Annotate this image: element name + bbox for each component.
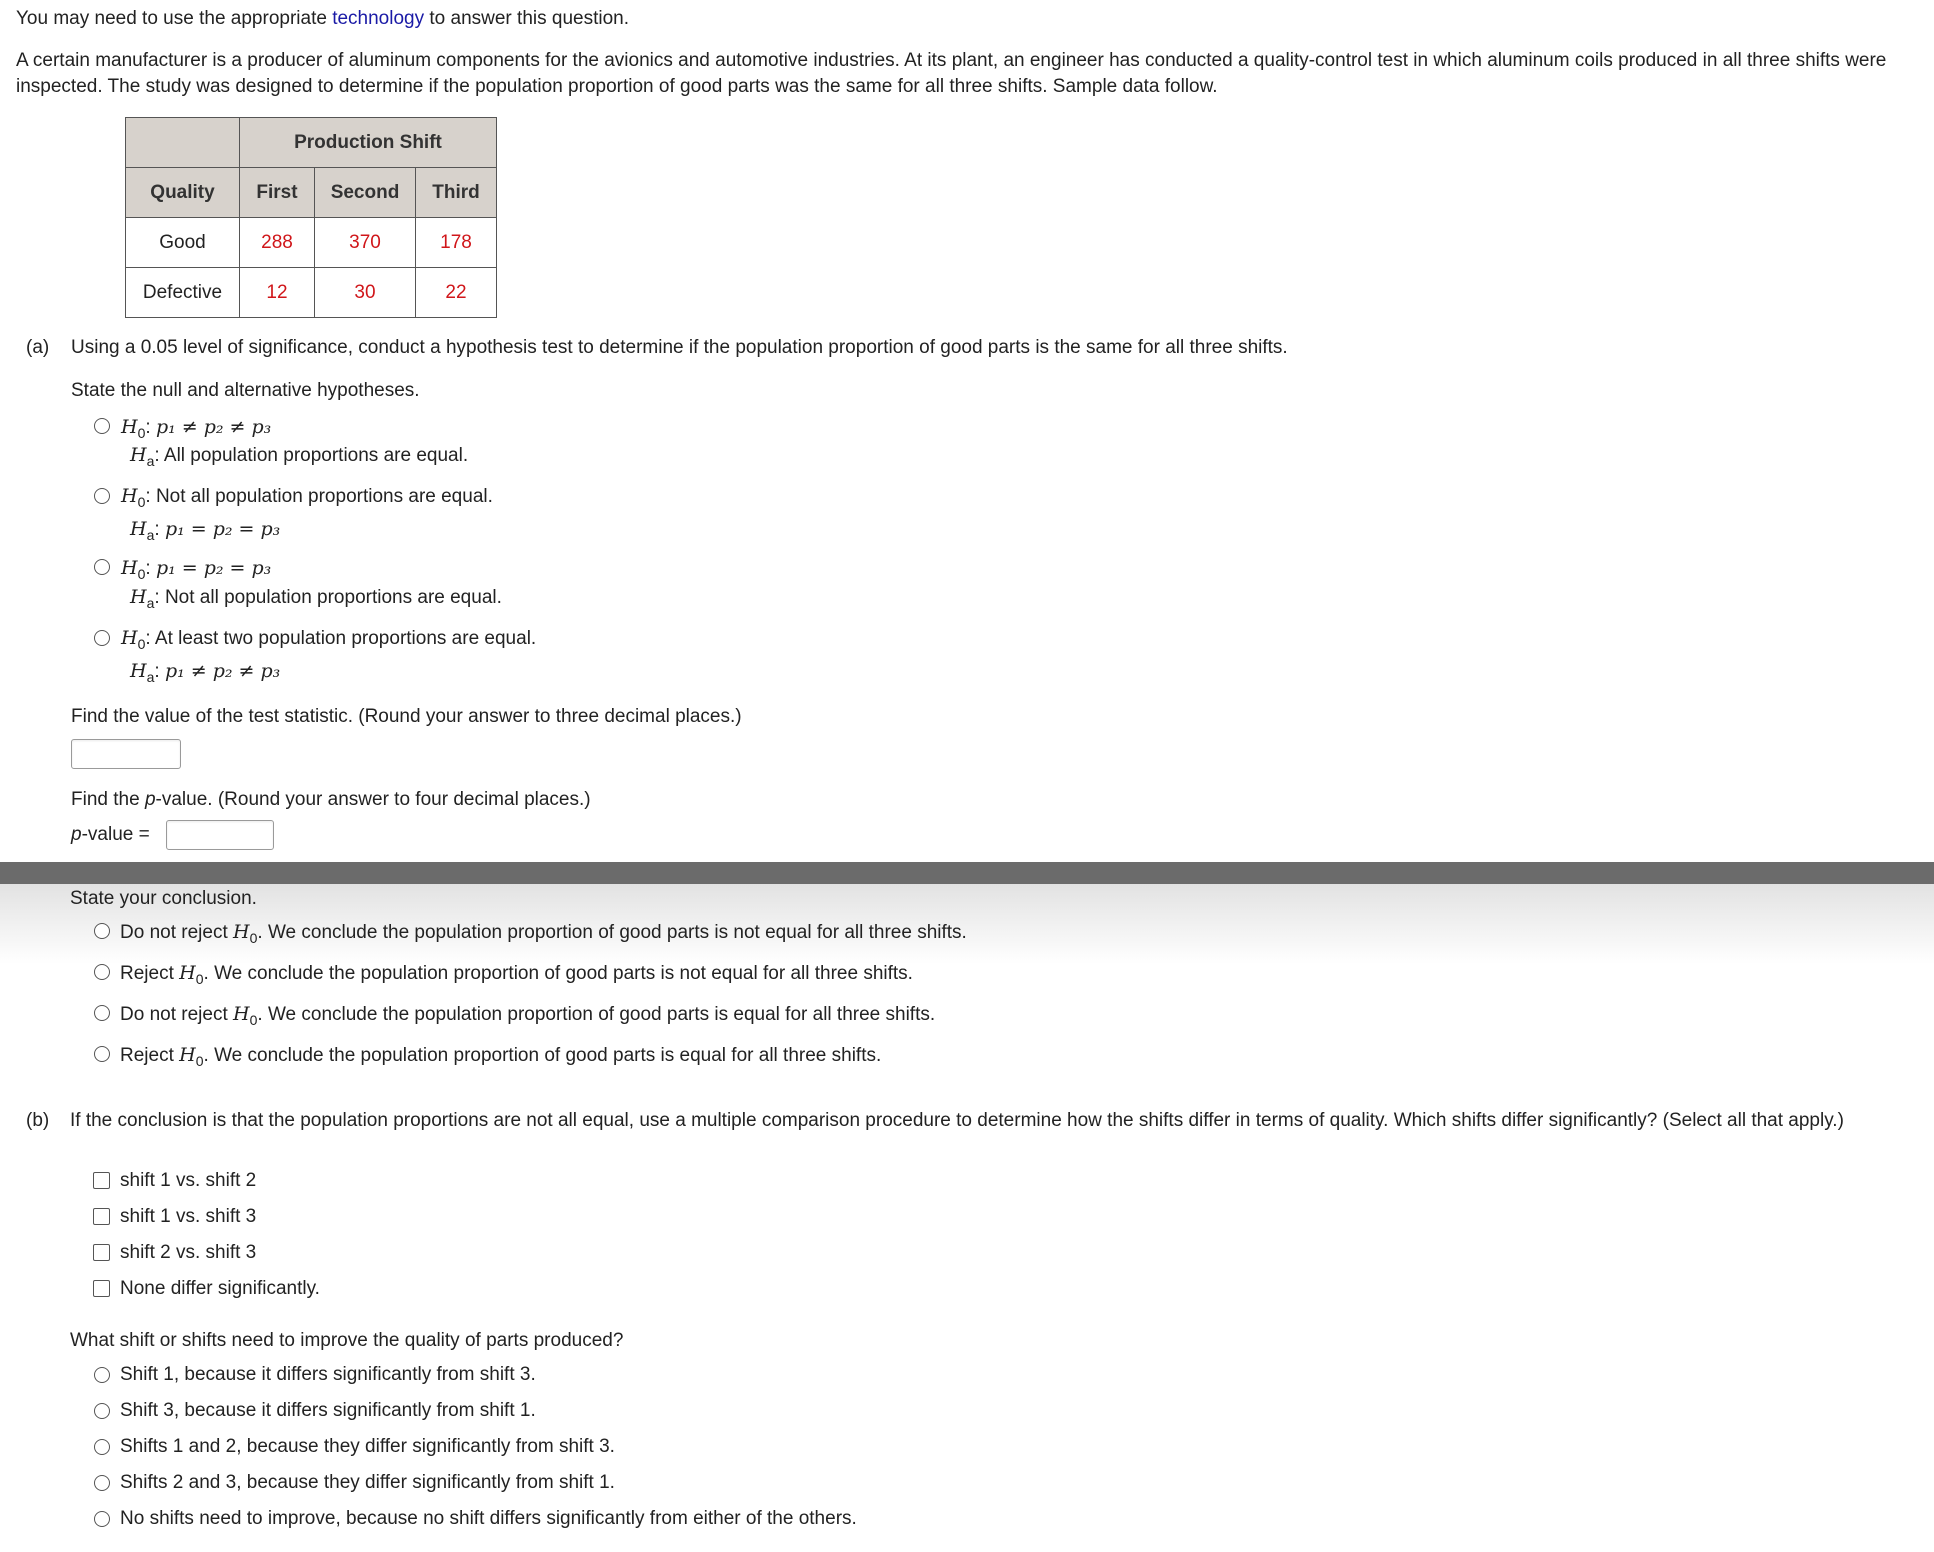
column-header: Quality: [126, 168, 240, 218]
improve-prompt: What shift or shifts need to improve the quality of parts produced?: [70, 1330, 624, 1351]
part-a-question: Using a 0.05 level of significance, conduct a hypothesis test to determine if the population proportion of good parts is the same for all three shifts.: [71, 337, 1288, 358]
checkbox-label: shift 2 vs. shift 3: [120, 1242, 257, 1263]
part-a-marker: (a): [26, 337, 50, 358]
hypothesis-option-3-ha: $H_a$: Not all population proportions are equal.: [130, 586, 502, 611]
table-cell: 288: [240, 218, 315, 268]
improve-option-label: Shifts 1 and 2, because they differ significantly from shift 3.: [120, 1436, 615, 1457]
hypothesis-option-1-radio[interactable]: [94, 418, 110, 434]
hypothesis-option-2-ha: $H_a$: p₁ = p₂ = p₃: [130, 518, 281, 543]
conclusion-option-3: Do not reject $H_0$. We conclude the population proportion of good parts is equal for all three shifts.: [120, 1003, 936, 1028]
shift-2-vs-3-checkbox[interactable]: [93, 1244, 110, 1261]
table-cell: 370: [315, 218, 416, 268]
table-cell: 178: [416, 218, 497, 268]
shift-1-vs-2-checkbox[interactable]: [93, 1172, 110, 1189]
improve-option-2-radio[interactable]: [94, 1403, 110, 1419]
pvalue-label: p-value =: [71, 824, 150, 845]
column-header: First: [240, 168, 315, 218]
test-statistic-input[interactable]: [71, 739, 181, 769]
technology-link[interactable]: technology: [332, 8, 425, 29]
test-statistic-prompt: Find the value of the test statistic. (Round your answer to three decimal places.): [71, 706, 742, 727]
conclusion-option-4: Reject $H_0$. We conclude the population proportion of good parts is equal for all three shifts.: [120, 1044, 882, 1069]
conclusion-option-2-radio[interactable]: [94, 964, 110, 980]
checkbox-label: shift 1 vs. shift 2: [120, 1170, 257, 1191]
improve-option-5-radio[interactable]: [94, 1511, 110, 1527]
hypothesis-option-1-ha: $H_a$: All population proportions are equal.: [130, 444, 469, 469]
hypothesis-option-3-h0: $H_0$: p₁ = p₂ = p₃: [121, 557, 272, 582]
hypothesis-option-1-h0: $H_0$: p₁ ≠ p₂ ≠ p₃: [121, 416, 272, 441]
row-label: Defective: [126, 268, 240, 318]
hypothesis-option-3-radio[interactable]: [94, 559, 110, 575]
conclusion-option-1: Do not reject $H_0$. We conclude the population proportion of good parts is not equal for all three shifts.: [120, 921, 967, 946]
checkbox-label: None differ significantly.: [120, 1278, 320, 1299]
hypothesis-option-4-h0: $H_0$: At least two population proportions are equal.: [121, 627, 537, 652]
pvalue-input[interactable]: [166, 820, 274, 850]
checkbox-label: shift 1 vs. shift 3: [120, 1206, 257, 1227]
column-header: Third: [416, 168, 497, 218]
improve-option-1-radio[interactable]: [94, 1367, 110, 1383]
column-header: Second: [315, 168, 416, 218]
sample-data-table: [125, 117, 497, 318]
hypothesis-option-2-radio[interactable]: [94, 488, 110, 504]
hypotheses-prompt: State the null and alternative hypotheses.: [71, 380, 420, 401]
table-cell: 12: [240, 268, 315, 318]
table-cell: 30: [315, 268, 416, 318]
intro-text: You may need to use the appropriate technology to answer this question.: [16, 8, 630, 29]
table-corner-cell: [126, 118, 240, 168]
problem-text: A certain manufacturer is a producer of aluminum components for the avionics and automotive industries. At its plant, an engineer has conducted a quality-control test in which aluminum coils produced in all three shifts were inspected. The study was designed to determine if the population proportion of good parts was the same for all three shifts. Sample data follow.: [16, 50, 1887, 97]
hypothesis-option-4-radio[interactable]: [94, 630, 110, 646]
part-b-marker: (b): [26, 1110, 50, 1131]
conclusion-prompt: State your conclusion.: [70, 888, 257, 909]
hypothesis-option-2-h0: $H_0$: Not all population proportions are equal.: [121, 485, 493, 510]
section-divider: [0, 862, 1934, 884]
conclusion-option-3-radio[interactable]: [94, 1005, 110, 1021]
improve-option-label: Shift 3, because it differs significantly from shift 1.: [120, 1400, 536, 1421]
shift-1-vs-3-checkbox[interactable]: [93, 1208, 110, 1225]
production-shift-header: Production Shift: [240, 118, 497, 168]
hypothesis-option-4-ha: $H_a$: p₁ ≠ p₂ ≠ p₃: [130, 660, 281, 685]
improve-option-4-radio[interactable]: [94, 1475, 110, 1491]
none-differ-checkbox[interactable]: [93, 1280, 110, 1297]
table-cell: 22: [416, 268, 497, 318]
pvalue-prompt: Find the p-value. (Round your answer to four decimal places.): [71, 789, 591, 810]
table-row: [126, 218, 497, 268]
part-b-question: If the conclusion is that the population proportions are not all equal, use a multiple comparison procedure to determine how the shifts differ in terms of quality. Which shifts differ significantly? (Select all that apply.): [70, 1110, 1844, 1131]
conclusion-option-1-radio[interactable]: [94, 923, 110, 939]
row-label: Good: [126, 218, 240, 268]
improve-option-label: No shifts need to improve, because no shift differs significantly from either of the others.: [120, 1508, 857, 1529]
table-row: [126, 268, 497, 318]
improve-option-3-radio[interactable]: [94, 1439, 110, 1455]
conclusion-option-4-radio[interactable]: [94, 1046, 110, 1062]
conclusion-option-2: Reject $H_0$. We conclude the population proportion of good parts is not equal for all three shifts.: [120, 962, 913, 987]
improve-option-label: Shift 1, because it differs significantly from shift 3.: [120, 1364, 536, 1385]
improve-option-label: Shifts 2 and 3, because they differ significantly from shift 1.: [120, 1472, 615, 1493]
